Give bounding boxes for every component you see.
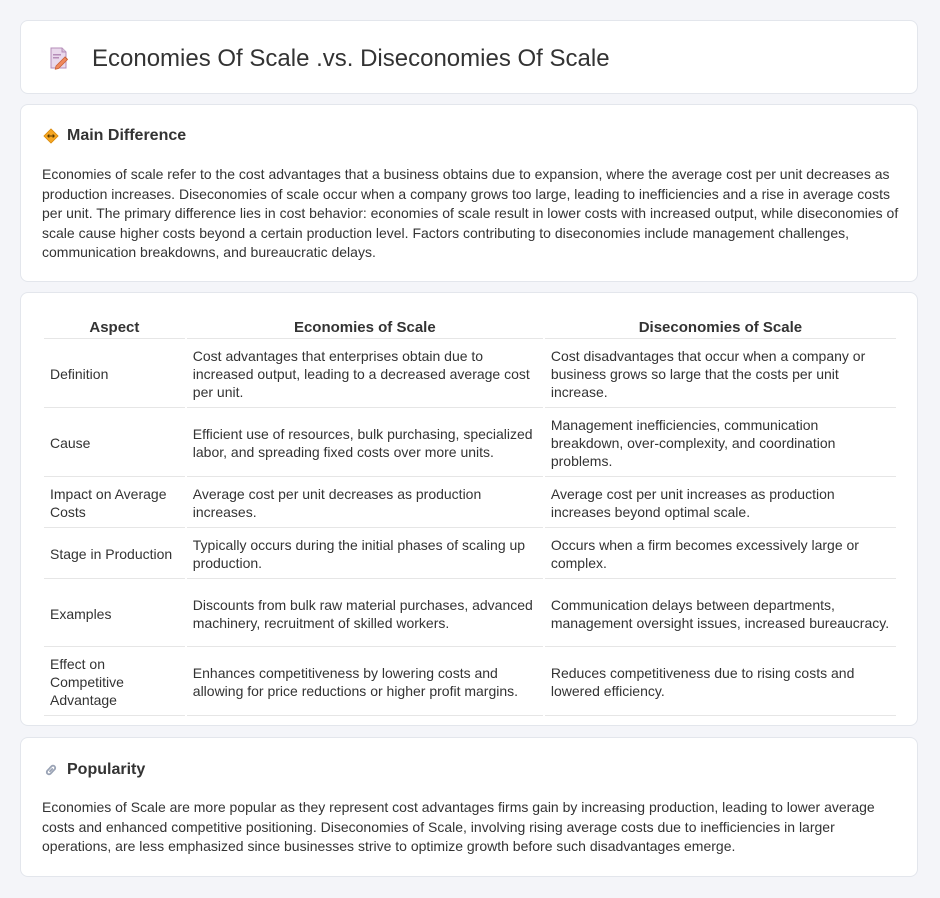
header-diseconomies: Diseconomies of Scale <box>545 316 896 339</box>
row-diseconomies: Management inefficiencies, communication breakdown, over-complexity, and coordination problems. <box>545 410 896 477</box>
row-economies: Enhances competitiveness by lowering costs and allowing for price reductions or higher profit margins. <box>187 649 543 716</box>
popularity-heading: Popularity <box>67 761 146 778</box>
table-header-row <box>44 316 896 339</box>
row-diseconomies: Cost disadvantages that occur when a company or business grows so large that the costs per unit increase. <box>545 341 896 408</box>
row-economies: Typically occurs during the initial phases of scaling up production. <box>187 530 543 579</box>
row-economies: Efficient use of resources, bulk purchasing, specialized labor, and spreading fixed costs over more units. <box>187 410 543 477</box>
row-aspect: Cause <box>44 410 185 477</box>
popularity-text: Economies of Scale are more popular as they represent cost advantages firms gain by increasing production, leading to lower average costs and enhanced competitive positioning. Diseconomies of Scale, involving rising average costs due to inefficiencies in larger operations, are less emphasized since businesses strive to optimize growth before such disadvantages emerge. <box>42 799 875 855</box>
table-row <box>44 341 896 408</box>
comparison-table <box>42 314 898 718</box>
table-row <box>44 479 896 528</box>
table-row <box>44 649 896 716</box>
document-pencil-icon <box>47 46 71 70</box>
link-icon <box>43 762 59 778</box>
popularity-card <box>20 737 918 877</box>
header-aspect: Aspect <box>44 316 185 339</box>
row-economies: Discounts from bulk raw material purchases, advanced machinery, recruitment of skilled workers. <box>187 581 543 647</box>
header-economies: Economies of Scale <box>187 316 543 339</box>
row-aspect: Examples <box>44 581 185 647</box>
row-aspect: Impact on Average Costs <box>44 479 185 528</box>
row-diseconomies: Communication delays between departments, management oversight issues, increased bureaucracy. <box>545 581 896 647</box>
main-difference-header <box>43 126 186 146</box>
comparison-card <box>20 292 918 726</box>
title-card <box>20 20 918 94</box>
row-diseconomies: Average cost per unit increases as production increases beyond optimal scale. <box>545 479 896 528</box>
page-title: Economies Of Scale .vs. Diseconomies Of Scale <box>92 45 610 72</box>
table-row <box>44 530 896 579</box>
row-aspect: Stage in Production <box>44 530 185 579</box>
row-economies: Average cost per unit decreases as production increases. <box>187 479 543 528</box>
table-row <box>44 410 896 477</box>
diamond-arrows-icon <box>43 128 59 144</box>
row-diseconomies: Reduces competitiveness due to rising costs and lowered efficiency. <box>545 649 896 716</box>
row-aspect: Definition <box>44 341 185 408</box>
row-diseconomies: Occurs when a firm becomes excessively large or complex. <box>545 530 896 579</box>
main-difference-heading: Main Difference <box>67 127 187 144</box>
row-aspect: Effect on Competitive Advantage <box>44 649 185 716</box>
row-economies: Cost advantages that enterprises obtain due to increased output, leading to a decreased average cost per unit. <box>187 341 543 408</box>
main-difference-card <box>20 104 918 282</box>
main-difference-text: Economies of scale refer to the cost advantages that a business obtains due to expansion, where the average cost per unit decreases as production increases. Diseconomies of scale occur when a company grows too large, leading to inefficiencies and a rise in average costs per unit. The primary difference lies in cost behavior: economies of scale result in lower costs with increased output, while diseconomies of scale cause higher costs beyond a certain production level. Factors contributing to diseconomies include management challenges, communication breakdowns, and bureaucratic delays. <box>42 166 899 261</box>
table-row <box>44 581 896 647</box>
popularity-header <box>43 760 145 780</box>
